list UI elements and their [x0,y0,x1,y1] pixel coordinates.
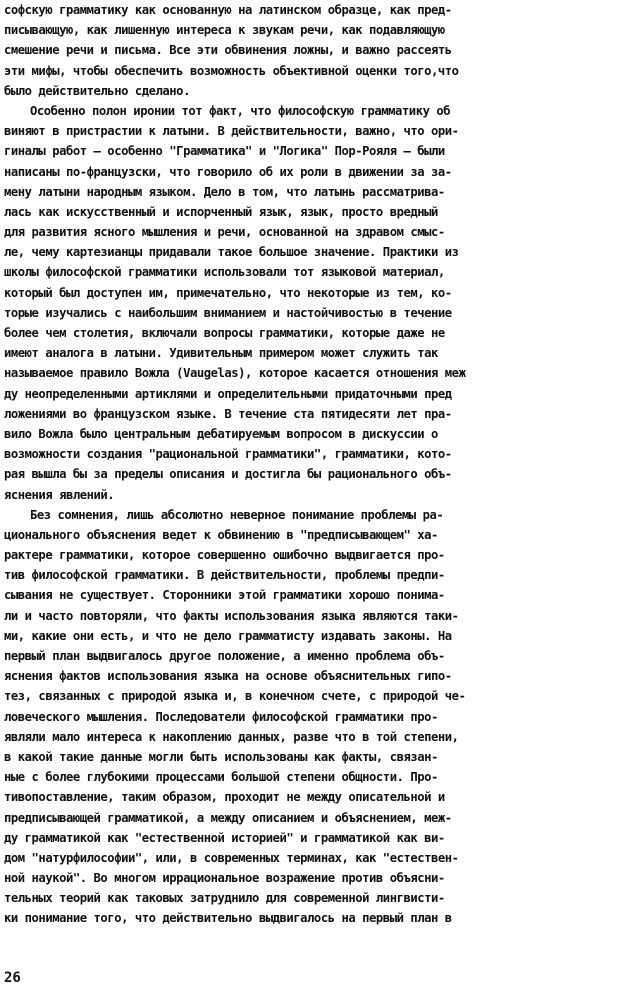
text-line: возможности создания "рациональной грамматики", грамматики, кото- [4,447,452,462]
text-line: ле, чему картезианцы придавали такое большое значение. Практики из [4,245,459,260]
body-text [4,0,614,929]
text-line: смешение речи и письма. Все эти обвинения ложны, и важно рассеять [4,43,452,58]
text-line: торые изучались с наибольшим вниманием и настойчивостью в течение [4,305,452,320]
text-line: предписывающей грамматикой, а между описанием и объяснением, меж- [4,810,452,825]
text-line: яснения фактов использования языка на основе объяснительных гипо- [4,669,452,684]
text-line: являли мало интереса к накоплению данных, разве что в той степени, [4,729,459,744]
text-line: первый план выдвигалось другое положение, а именно проблема объ- [4,649,445,663]
text-line: дом "натурфилософии", или, в современных терминах, как "естествен- [4,850,459,865]
text-line: Особенно полон иронии тот факт, что философскую грамматику об [30,103,451,118]
text-line: ложениями во французском языке. В течение ста пятидесяти лет пра- [4,406,452,421]
paragraph [4,101,614,505]
text-line: ду неопределенными артиклями и определительными придаточными пред [4,386,452,401]
text-line: софскую грамматику как основанную на латинском образце, как пред- [4,3,452,17]
text-line: который был доступен им, примечательно, что некоторые из тем, ко- [4,285,452,300]
text-line: называемое правило Вожла (Vaugelas), которое касается отношения меж [4,366,466,381]
text-line: ми, какие они есть, и что не дело грамматисту издавать законы. На [4,628,452,643]
text-line: рая вышла бы за пределы описания и достигла бы рационального объ- [4,467,452,482]
text-line: лась как искусственный и испорченный язык, язык, просто вредный [4,204,438,219]
text-line: ду грамматикой как "естественной историей" и грамматикой как ви- [4,830,445,845]
text-line: более чем столетия, включали вопросы грамматики, которые даже не [4,326,445,340]
text-line: писывающую, как лишенную интереса к звукам речи, как подавляющую [4,23,445,38]
text-line: тивопоставление, таким образом, проходит не между описательной и [4,790,445,805]
text-line: имеют аналога в латыни. Удивительным примером может служить так [4,346,438,361]
text-line: яснения явлений. [4,487,115,502]
text-line: Без сомнения, лишь абсолютно неверное понимание проблемы ра- [30,507,444,522]
text-line: сывания не существует. Сторонники этой грамматики хорошо понима- [4,588,445,603]
text-line: вило Вожла было центральным дебатируемым вопросом в дискуссии о [4,426,438,441]
text-line: ловеческого мышления. Последователи философской грамматики про- [4,709,438,724]
text-line: ной наукой". Во многом иррациональное возражение против объясни- [4,871,445,886]
text-line: для развития ясного мышления и речи, основанной на здравом смыс- [4,225,445,240]
text-line: написаны по-французски, что говорило об их роли в движении за за- [4,164,452,179]
text-line: эти мифы, чтобы обеспечить возможность объективной оценки того,что [4,63,459,78]
page-number: 26 [4,970,21,986]
text-line: тив философской грамматики. В действительности, проблемы предпи- [4,568,445,583]
text-line: тез, связанных с природой языка и, в конечном счете, с природой че- [4,689,466,704]
text-line: было действительно сделано. [4,83,190,98]
paragraph [4,0,614,101]
text-line: ки понимание того, что действительно выдвигалось на первый план в [4,911,452,926]
text-line: школы философской грамматики использовали тот языковой материал, [4,265,445,280]
paragraph [4,505,614,929]
text-line: тельных теорий как таковых затруднило для современной лингвисти- [4,891,445,906]
text-line: ные с более глубокими процессами большой степени общности. Про- [4,770,438,785]
text-line: ционального объяснения ведет к обвинению в "предписывающем" ха- [4,527,438,542]
text-line: ли и часто повторяли, что факты использования языка являются таки- [4,608,459,623]
text-line: рактере грамматики, которое совершенно ошибочно выдвигается про- [4,548,445,563]
text-line: гиналы работ – особенно "Грамматика" и "Логика" Пор-Рояля – были [4,144,445,159]
text-line: виняют в пристрастии к латыни. В действительности, важно, что ори- [4,124,459,139]
text-line: мену латыни народным языком. Дело в том, что латынь рассматрива- [4,184,445,199]
text-line: в какой такие данные могли быть использованы как факты, связан- [4,749,438,764]
